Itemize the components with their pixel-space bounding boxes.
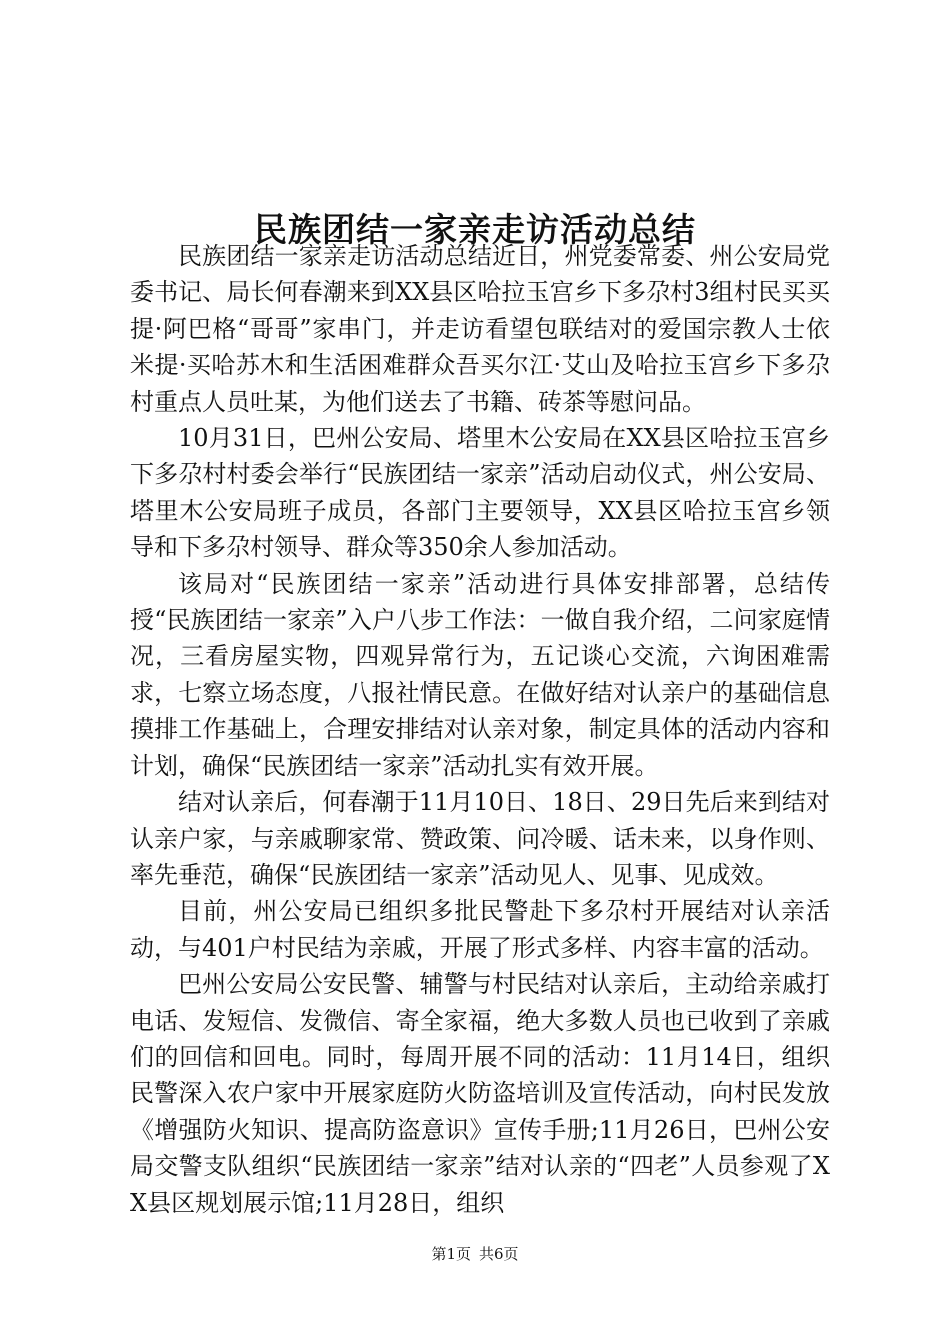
paragraph: 民族团结一家亲走访活动总结近日，州党委常委、州公安局党委书记、局长何春潮来到XX县区哈拉玉宫乡下多尕村3组村民买买提·阿巴格“哥哥”家串门，并走访看望包联结对的爱国宗教人士依米提·买哈苏木和生活困难群众吾买尔江·艾山及哈拉玉宫乡下多尕村重点人员吐某，为他们送去了书籍、砖茶等慰问品。 bbox=[130, 242, 830, 416]
page-number: 第1页 bbox=[431, 1245, 471, 1263]
paragraph: 结对认亲后，何春潮于11月10日、18日、29日先后来到结对认亲户家，与亲戚聊家常、赞政策、问冷暖、话未来，以身作则、率先垂范，确保“民族团结一家亲”活动见人、见事、见成效。 bbox=[130, 788, 830, 889]
page-count: 共6页 bbox=[479, 1245, 519, 1263]
document-body bbox=[130, 238, 830, 1221]
paragraph: 目前，州公安局已组织多批民警赴下多尕村开展结对认亲活动，与401户村民结为亲戚，开展了形式多样、内容丰富的活动。 bbox=[130, 897, 830, 962]
document-title: 民族团结一家亲走访活动总结 bbox=[254, 210, 696, 250]
page-footer bbox=[0, 1244, 950, 1264]
paragraph: 巴州公安局公安民警、辅警与村民结对认亲后，主动给亲戚打电话、发短信、发微信、寄全家福，绝大多数人员也已收到了亲戚们的回信和回电。同时，每周开展不同的活动：11月14日，组织民警深入农户家中开展家庭防火防盗培训及宣传活动，向村民发放《增强防火知识、提高防盗意识》宣传手册;11月26日，巴州公安局交警支队组织“民族团结一家亲”结对认亲的“四老”人员参观了XX县区规划展示馆;11月28日，组织 bbox=[130, 970, 830, 1217]
paragraph: 该局对“民族团结一家亲”活动进行具体安排部署，总结传授“民族团结一家亲”入户八步工作法：一做自我介绍，二问家庭情况，三看房屋实物，四观异常行为，五记谈心交流，六询困难需求，七察立场态度，八报社情民意。在做好结对认亲户的基础信息摸排工作基础上，合理安排结对认亲对象，制定具体的活动内容和计划，确保“民族团结一家亲”活动扎实有效开展。 bbox=[130, 569, 830, 780]
paragraph: 10月31日，巴州公安局、塔里木公安局在XX县区哈拉玉宫乡下多尕村村委会举行“民族团结一家亲”活动启动仪式，州公安局、塔里木公安局班子成员，各部门主要领导，XX县区哈拉玉宫乡领导和下多尕村领导、群众等350余人参加活动。 bbox=[130, 424, 830, 562]
